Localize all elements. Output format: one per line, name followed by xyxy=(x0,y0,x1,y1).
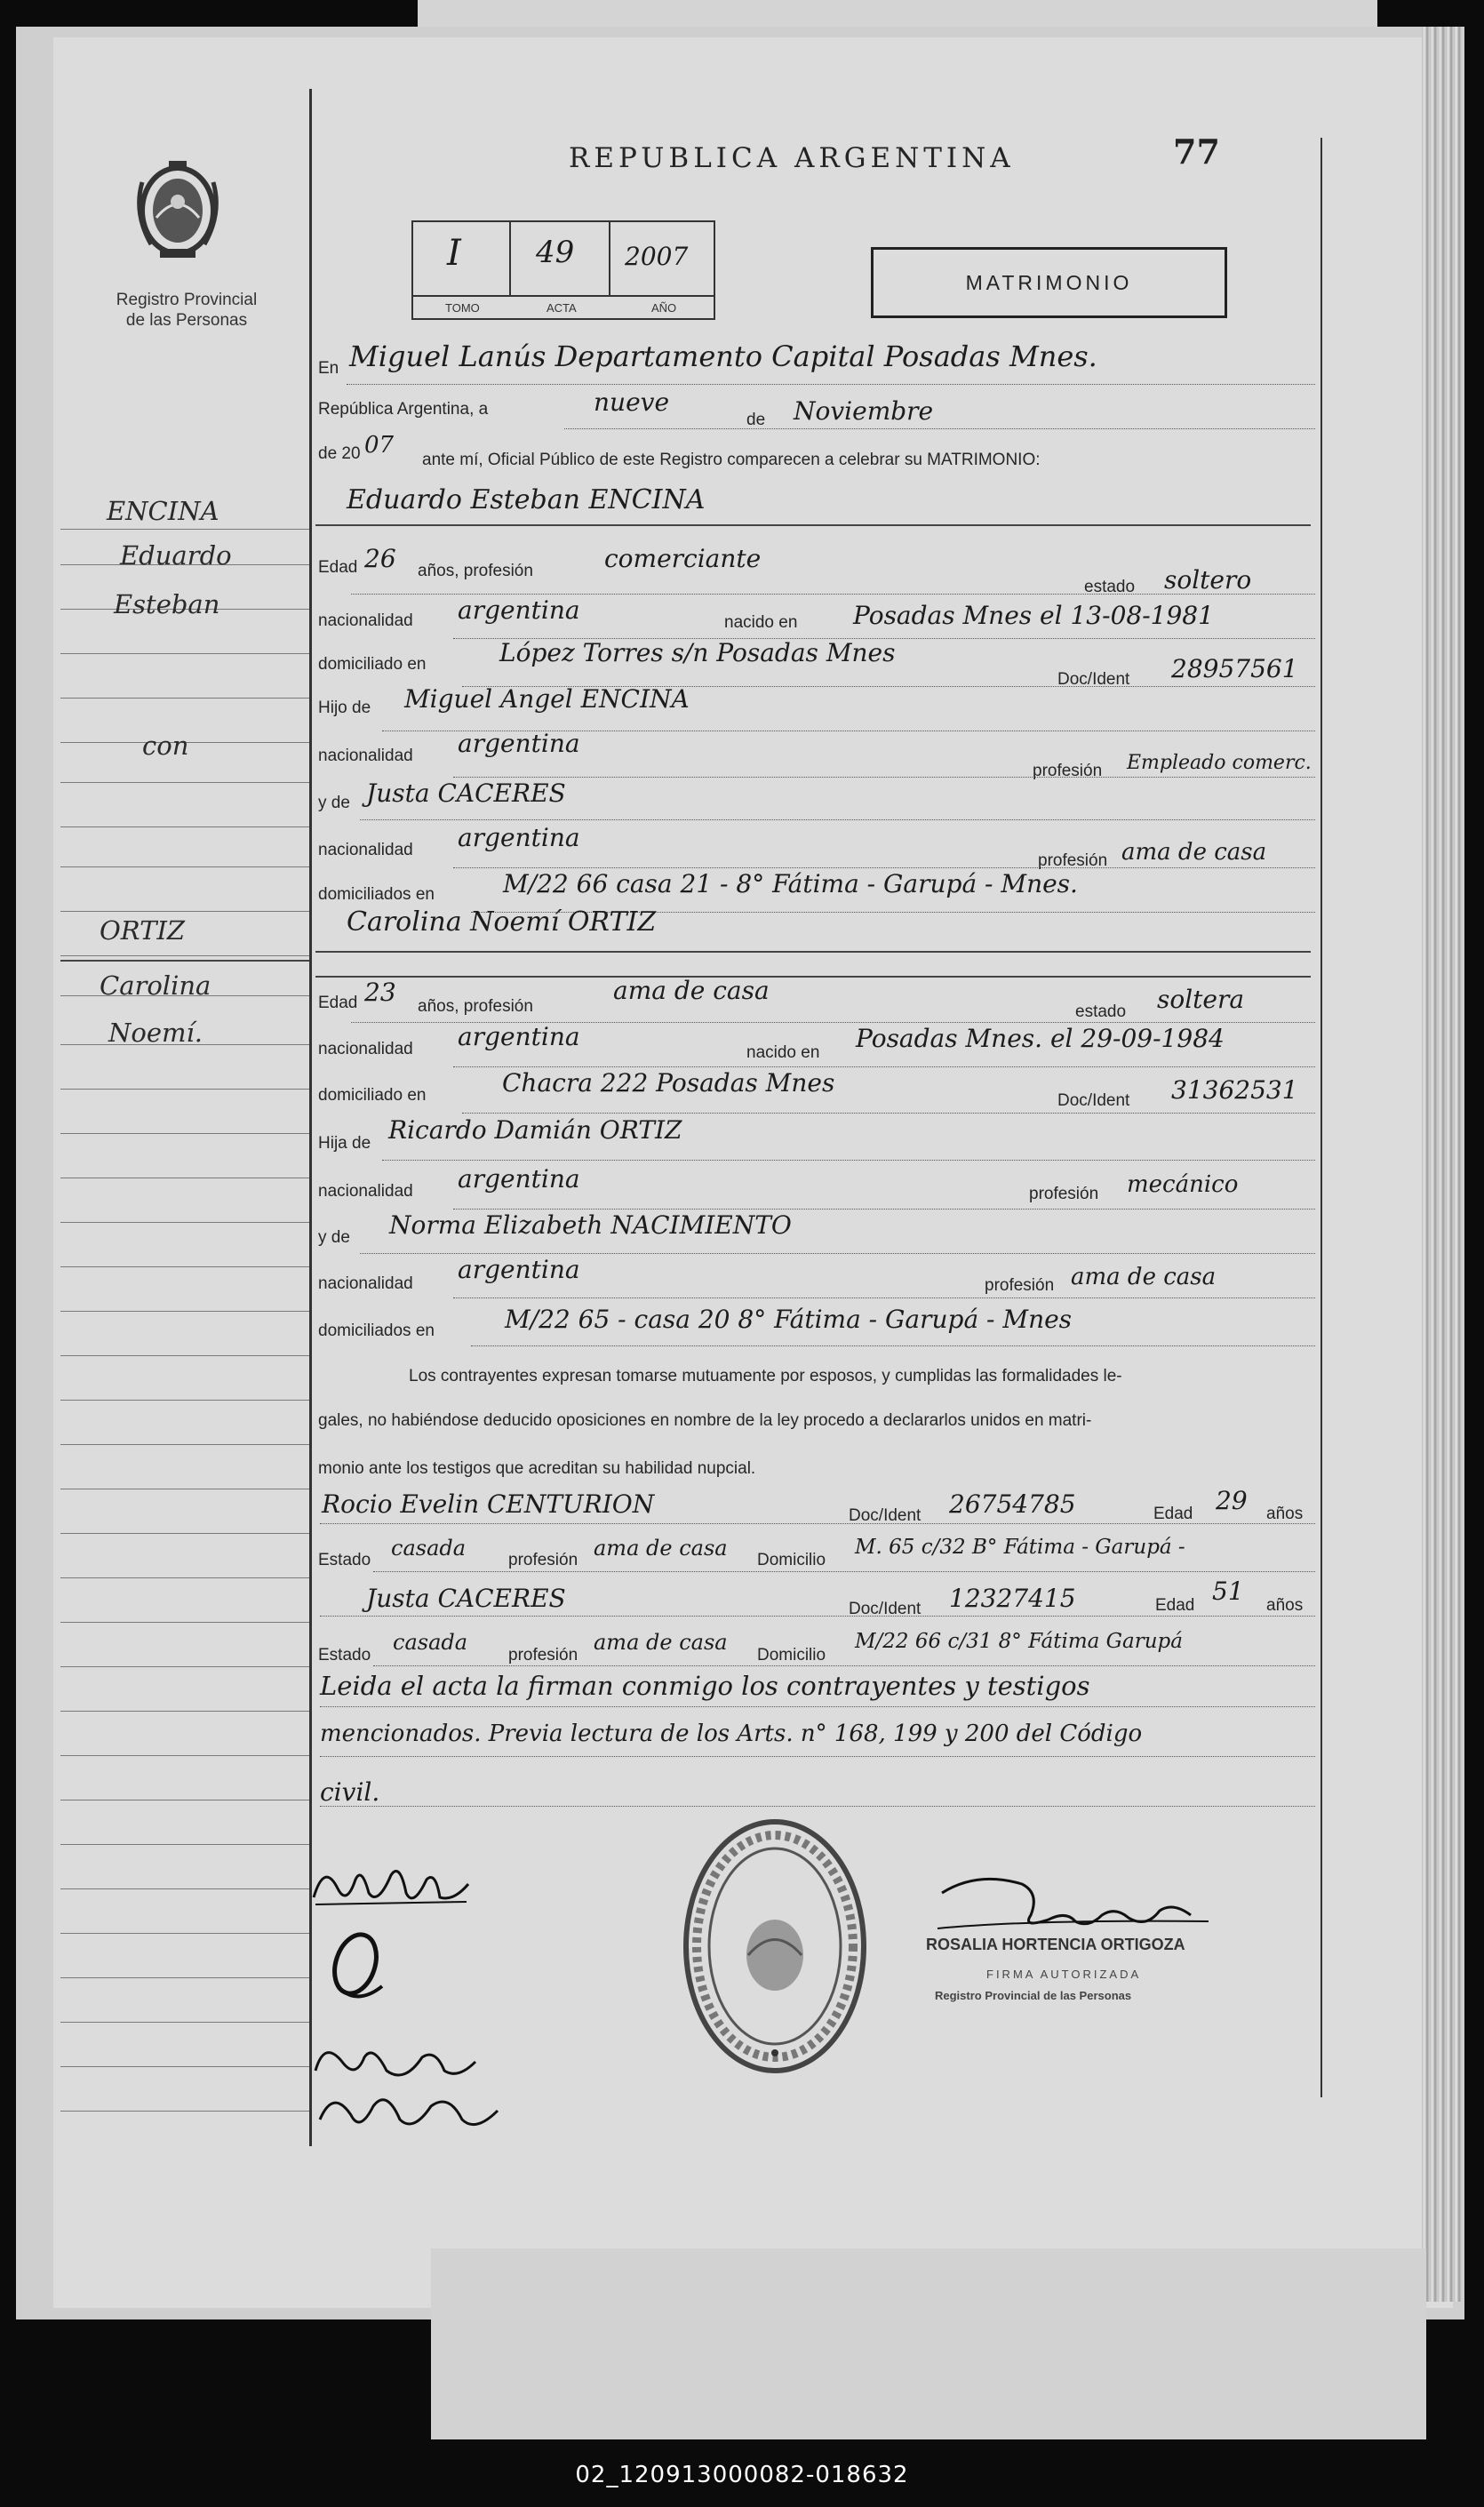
tomo-value: I xyxy=(447,233,461,274)
bride-nacido: Posadas Mnes. el 29-09-1984 xyxy=(856,1024,1225,1053)
groom-profesion-label: años, profesión xyxy=(418,562,533,580)
groom-parents-dom: M/22 66 casa 21 - 8° Fátima - Garupá - Mnes. xyxy=(503,869,1078,898)
declaration-line-1: Los contrayentes expresan tomarse mutuamente por esposos, y cumplidas las formalidades le- xyxy=(409,1367,1122,1385)
groom-parents-dom-label: domiciliados en xyxy=(318,885,435,904)
closing-line-2: mencionados. Previa lectura de los Arts. n° 168, 199 y 200 del Código xyxy=(320,1721,1143,1747)
groom-doc: 28957561 xyxy=(1171,654,1298,683)
groom-doc-label: Doc/Ident xyxy=(1057,670,1130,689)
witness-1-doc: 26754785 xyxy=(949,1489,1076,1519)
groom-full-name: Eduardo Esteban ENCINA xyxy=(347,484,706,515)
bride-parents-dom-label: domiciliados en xyxy=(318,1321,435,1340)
groom-father-prof-label: profesión xyxy=(1033,762,1103,780)
witness-2-profesion-label: profesión xyxy=(508,1646,578,1665)
day-value: nueve xyxy=(594,387,670,417)
bride-domicilio: Chacra 222 Posadas Mnes xyxy=(502,1068,835,1098)
bride-doc: 31362531 xyxy=(1171,1075,1298,1105)
bride-doc-label: Doc/Ident xyxy=(1057,1091,1130,1110)
groom-mother-nac: argentina xyxy=(458,823,580,852)
witness-2-profesion: ama de casa xyxy=(594,1630,728,1655)
bride-domicilio-label: domiciliado en xyxy=(318,1086,427,1105)
bride-parents-dom: M/22 65 - casa 20 8° Fátima - Garupá - Mnes xyxy=(505,1305,1073,1334)
registry-label: Registro Provincial de las Personas xyxy=(116,291,258,330)
groom-hijo-label: Hijo de xyxy=(318,699,371,717)
bride-mother-prof: ama de casa xyxy=(1071,1264,1217,1290)
groom-edad: 26 xyxy=(364,544,396,573)
witness-1-estado-label: Estado xyxy=(318,1551,371,1569)
month-value: Noviembre xyxy=(794,396,934,426)
book-binding-edge xyxy=(1422,27,1462,2302)
witness-2-edad-label: Edad xyxy=(1155,1596,1195,1615)
groom-mother-prof-label: profesión xyxy=(1038,851,1108,870)
witness-1-domicilio-label: Domicilio xyxy=(757,1551,826,1569)
groom-y-de-label: y de xyxy=(318,794,350,812)
bride-mother-prof-label: profesión xyxy=(985,1276,1055,1295)
bride-edad: 23 xyxy=(364,978,396,1007)
groom-domicilio: López Torres s/n Posadas Mnes xyxy=(499,638,896,667)
groom-profesion: comerciante xyxy=(604,544,762,573)
margin-groom-surname: ENCINA xyxy=(107,496,219,526)
witness-2-doc: 12327415 xyxy=(949,1584,1076,1613)
margin-groom-given-1: Eduardo xyxy=(120,540,232,571)
witness-1-edad: 29 xyxy=(1216,1486,1248,1515)
bride-father: Ricardo Damián ORTIZ xyxy=(388,1115,682,1145)
groom-nacido-label: nacido en xyxy=(724,613,798,632)
anio-label: AÑO xyxy=(651,301,677,315)
groom-father-prof: Empleado comerc. xyxy=(1127,752,1312,774)
witness-2-edad: 51 xyxy=(1212,1577,1244,1606)
bride-profesion-label: años, profesión xyxy=(418,997,533,1016)
bride-signature-icon xyxy=(315,1924,395,2008)
witness-1-profesion-label: profesión xyxy=(508,1551,578,1569)
witness-1-anios-label: años xyxy=(1266,1505,1304,1523)
tomo-acta-anio-box xyxy=(411,220,715,320)
groom-father-nac-label: nacionalidad xyxy=(318,747,413,765)
witness-signatures-icon xyxy=(307,2035,511,2151)
bride-mother-nac: argentina xyxy=(458,1255,580,1284)
margin-bride-given-2: Noemí. xyxy=(108,1018,203,1048)
bride-nacionalidad: argentina xyxy=(458,1022,580,1051)
witness-2-anios-label: años xyxy=(1266,1596,1304,1615)
witness-2-estado: casada xyxy=(393,1630,468,1655)
year-prefix: de 20 xyxy=(318,444,361,463)
bride-estado-label: estado xyxy=(1075,1002,1127,1021)
bride-estado: soltera xyxy=(1157,985,1245,1014)
page-number: 77 xyxy=(1173,132,1220,172)
witness-2-domicilio: M/22 66 c/31 8° Fátima Garupá xyxy=(855,1630,1183,1653)
groom-father: Miguel Angel ENCINA xyxy=(404,684,690,714)
official-signature-icon xyxy=(924,1866,1217,1946)
bride-y-de-label: y de xyxy=(318,1228,350,1247)
bride-hija-label: Hija de xyxy=(318,1134,371,1153)
groom-nacido: Posadas Mnes el 13-08-1981 xyxy=(853,601,1214,630)
witness-1-edad-label: Edad xyxy=(1153,1505,1193,1523)
official-title: FIRMA AUTORIZADA xyxy=(986,1968,1142,1981)
bride-father-prof: mecánico xyxy=(1127,1171,1239,1198)
bride-mother-nac-label: nacionalidad xyxy=(318,1274,413,1293)
groom-father-nac: argentina xyxy=(458,729,580,758)
right-margin-rule xyxy=(1320,138,1322,2097)
groom-edad-label: Edad xyxy=(318,558,358,577)
margin-bride-surname: ORTIZ xyxy=(100,915,186,946)
witness-1-doc-label: Doc/Ident xyxy=(849,1506,922,1525)
de-label: de xyxy=(746,411,766,429)
groom-nacionalidad-label: nacionalidad xyxy=(318,611,413,630)
bride-edad-label: Edad xyxy=(318,994,358,1012)
republica-label: República Argentina, a xyxy=(318,400,489,419)
groom-signature-icon xyxy=(307,1853,475,1915)
margin-con: con xyxy=(142,731,189,761)
groom-nacionalidad: argentina xyxy=(458,595,580,625)
left-margin-rule xyxy=(309,89,312,2146)
en-label: En xyxy=(318,359,339,378)
margin-groom-given-2: Esteban xyxy=(114,589,220,619)
groom-estado: soltero xyxy=(1164,565,1252,595)
anio-value: 2007 xyxy=(625,242,689,271)
official-office: Registro Provincial de las Personas xyxy=(935,1989,1132,2002)
acta-value: 49 xyxy=(536,235,575,270)
witness-2-name: Justa CACERES xyxy=(366,1584,566,1613)
statement-text: ante mí, Oficial Público de este Registro comparecen a celebrar su MATRIMONIO: xyxy=(422,451,1041,469)
witness-2-estado-label: Estado xyxy=(318,1646,371,1665)
document-type-box: MATRIMONIO xyxy=(871,247,1227,318)
year-value: 07 xyxy=(364,432,395,459)
bride-father-prof-label: profesión xyxy=(1029,1185,1099,1203)
country-title: REPUBLICA ARGENTINA xyxy=(569,142,1015,174)
groom-mother: Justa CACERES xyxy=(366,778,566,808)
margin-bride-given-1: Carolina xyxy=(100,970,211,1001)
provincial-emblem-icon xyxy=(124,156,231,271)
groom-mother-prof: ama de casa xyxy=(1121,839,1267,866)
witness-1-name: Rocio Evelin CENTURION xyxy=(322,1489,655,1519)
bride-father-nac: argentina xyxy=(458,1164,580,1194)
witness-1-domicilio: M. 65 c/32 B° Fátima - Garupá - xyxy=(855,1536,1185,1559)
tomo-label: TOMO xyxy=(445,301,480,315)
closing-line-1: Leida el acta la firman conmigo los contrayentes y testigos xyxy=(320,1671,1090,1701)
groom-estado-label: estado xyxy=(1084,578,1136,596)
groom-mother-nac-label: nacionalidad xyxy=(318,841,413,859)
bride-profesion: ama de casa xyxy=(613,976,770,1005)
witness-1-profesion: ama de casa xyxy=(594,1536,728,1561)
bride-mother: Norma Elizabeth NACIMIENTO xyxy=(389,1210,792,1240)
official-name: ROSALIA HORTENCIA ORTIGOZA xyxy=(926,1936,1185,1953)
image-id-caption: 02_120913000082-018632 xyxy=(575,2462,909,2488)
bride-nacido-label: nacido en xyxy=(746,1043,820,1062)
acta-label: ACTA xyxy=(547,301,577,315)
declaration-line-3: monio ante los testigos que acreditan su habilidad nupcial. xyxy=(318,1459,756,1478)
official-seal-icon xyxy=(677,1813,873,2080)
place-value: Miguel Lanús Departamento Capital Posadas Mnes. xyxy=(349,339,1097,373)
groom-domicilio-label: domiciliado en xyxy=(318,655,427,674)
bride-full-name: Carolina Noemí ORTIZ xyxy=(347,906,657,938)
under-sheet xyxy=(431,2248,1426,2439)
witness-1-estado: casada xyxy=(391,1536,467,1561)
witness-2-domicilio-label: Domicilio xyxy=(757,1646,826,1665)
declaration-line-2: gales, no habiéndose deducido oposiciones en nombre de la ley procedo a declararlos unidos en matri- xyxy=(318,1411,1092,1430)
bride-father-nac-label: nacionalidad xyxy=(318,1182,413,1201)
bride-nacionalidad-label: nacionalidad xyxy=(318,1040,413,1058)
witness-2-doc-label: Doc/Ident xyxy=(849,1600,922,1618)
closing-line-3: civil. xyxy=(320,1777,380,1807)
